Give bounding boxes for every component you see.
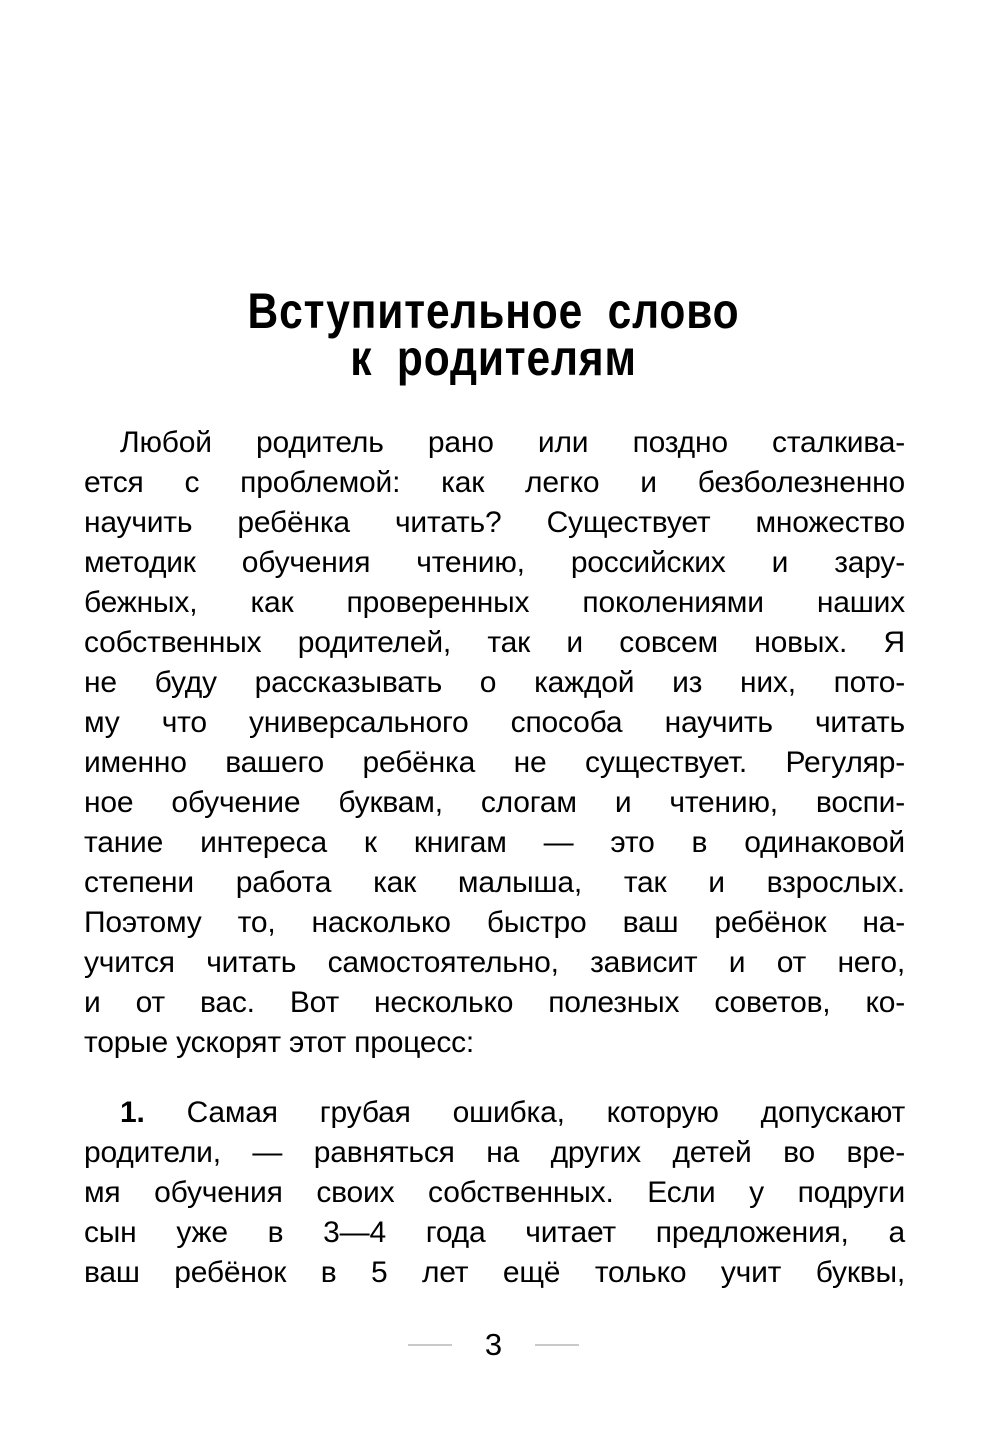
text-line: научить ребёнка читать? Существует множество [84,506,905,539]
text-line [84,1093,905,1133]
text-line: му что универсального способа научить читать [84,706,905,739]
text-line: ваш ребёнок в 5 лет ещё только учит буквы, [84,1256,905,1289]
text-line: степени работа как малыша, так и взрослых. [84,866,905,899]
text-line: ется с проблемой: как легко и безболезненно [84,466,905,499]
page-number-dash-right [535,1344,579,1346]
page-number-dash-left [408,1344,452,1346]
tip-1-first-line: Самая грубая ошибка, которую допускают [144,1096,905,1129]
text-line: методик обучения чтению, российских и зару- [84,546,905,579]
text-line: мя обучения своих собственных. Если у подруги [84,1176,905,1209]
text-line: ное обучение буквам, слогам и чтению, воспи- [84,786,905,819]
text-line: не буду рассказывать о каждой из них, пото- [84,666,905,699]
intro-paragraph [84,423,905,1063]
text-line: сын уже в 3—4 года читает предложения, а [84,1216,905,1249]
text-line: и от вас. Вот несколько полезных советов, ко- [84,986,905,1019]
text-line: бежных, как проверенных поколениями наших [84,586,905,619]
text-line: родители, — равняться на других детей во вре- [84,1136,905,1169]
text-line: учится читать самостоятельно, зависит и от него, [84,946,905,979]
chapter-title-line-1: Вступительное слово [247,283,740,339]
page-number: 3 [484,1327,503,1362]
page-footer [0,1326,987,1364]
tip-1-paragraph [84,1093,905,1293]
chapter-title [0,283,987,386]
text-line: торые ускорят этот процесс: [84,1026,475,1059]
text-line: Любой родитель рано или поздно сталкива- [120,426,905,459]
page-text [84,423,905,1293]
text-line: именно вашего ребёнка не существует. Регуляр- [84,746,905,779]
text-line: тание интереса к книгам — это в одинаковой [84,826,905,859]
chapter-title-line-2: к родителям [350,330,637,386]
tip-1-number: 1. [120,1096,145,1129]
text-line: собственных родителей, так и совсем новых. Я [84,626,905,659]
text-line: Поэтому то, насколько быстро ваш ребёнок на- [84,906,905,939]
